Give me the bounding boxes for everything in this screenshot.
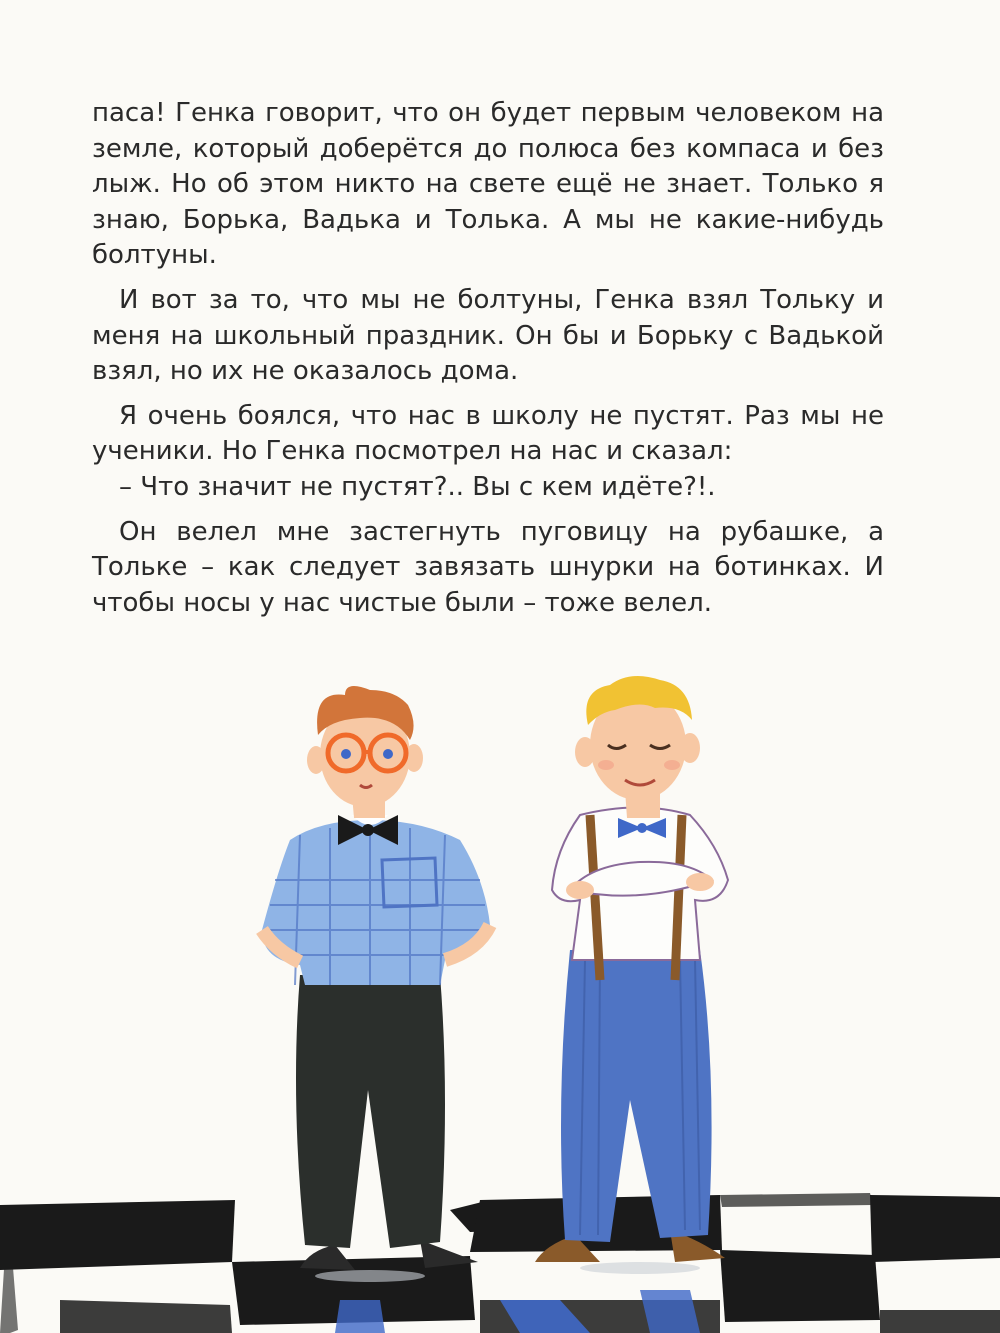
paragraph-3: Я очень боялся, что нас в школу не пустят. Раз мы не ученики. Но Генка посмотрел на нас и сказал: [92,400,884,467]
dialogue-line: – Что значит не пустят?.. Вы с кем идёте?!. [119,471,716,502]
paragraph-1: паса! Генка говорит, что он будет первым человеком на земле, который доберётся до полюса без компаса и без лыж. Но об этом никто на свете ещё не знает. Только я знаю, Борька, Вадька и Толька. А мы не какие-нибудь болтуны. [92,98,884,271]
checkered-floor [0,1193,1000,1333]
story-text [92,96,884,621]
boy-with-glasses [262,686,490,1282]
boy-blond [535,676,728,1274]
illustration-two-boys [0,670,1000,1333]
paragraph-5: Он велел мне застегнуть пуговицу на рубашке, а Тольке – как следует завязать шнурки на ботинках. И чтобы носы у нас чистые были – тоже велел. [92,516,884,618]
paragraph-2: И вот за то, что мы не болтуны, Генка взял Тольку и меня на школьный праздник. Он бы и Борьку с Вадькой взял, но их не оказалось дома. [92,284,884,387]
